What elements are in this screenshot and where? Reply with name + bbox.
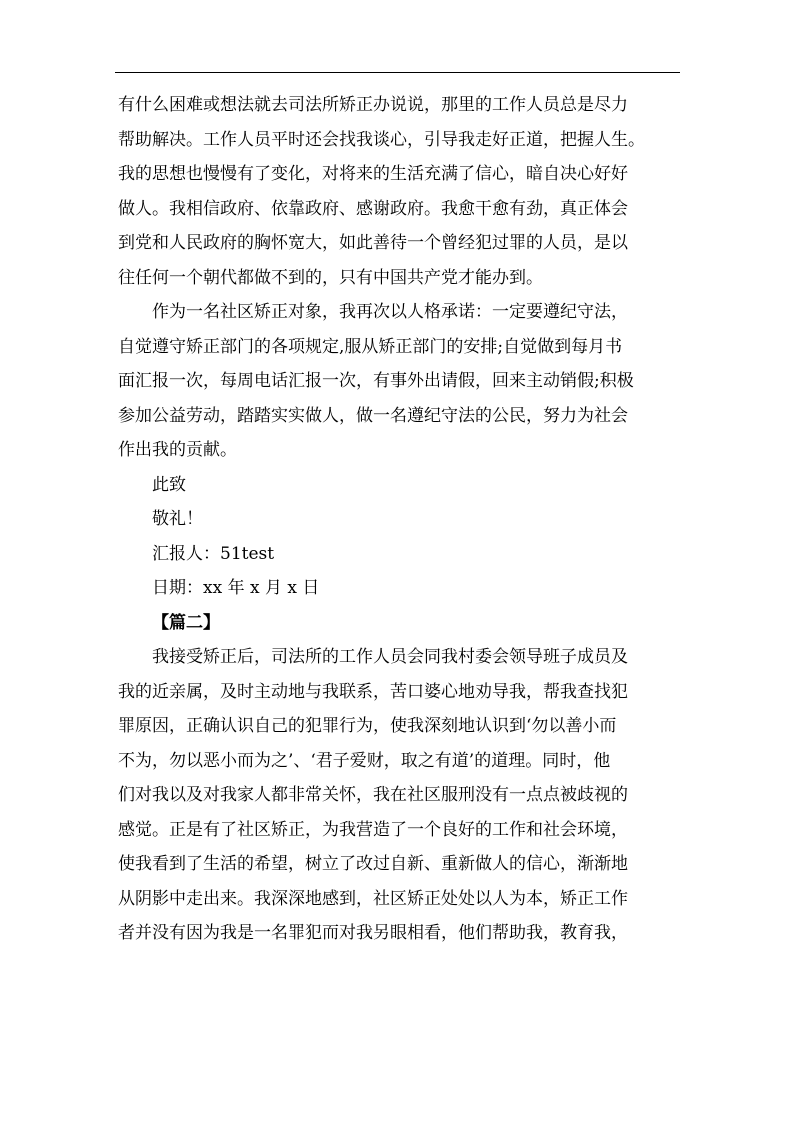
paragraph-line: 我的近亲属，及时主动地与我联系，苦口婆心地劝导我，帮我查找犯 (118, 681, 628, 702)
paragraph-line: 帮助解决。工作人员平时还会找我谈心，引导我走好正道，把握人生。 (118, 129, 645, 150)
header-rule (115, 72, 680, 73)
paragraph-line: 作出我的贡献。 (118, 440, 237, 460)
paragraph-line: 不为，勿以恶小而为之’、‘君子爱财，取之有道’的道理。同时，他 (118, 750, 611, 771)
date-line: 日期：xx 年 x 月 x 日 (152, 578, 320, 598)
paragraph-line: 有什么困难或想法就去司法所矫正办说说，那里的工作人员总是尽力 (118, 95, 628, 115)
paragraph-line: 面汇报一次，每周电话汇报一次，有事外出请假，回来主动销假;积极 (118, 371, 634, 391)
paragraph-line: 们对我以及对我家人都非常关怀，我在社区服刑没有一点点被歧视的 (118, 785, 628, 805)
paragraph-line: 感觉。正是有了社区矫正，为我营造了一个良好的工作和社会环境， (118, 819, 628, 840)
paragraph-line: 从阴影中走出来。我深深地感到，社区矫正处处以人为本，矫正工作 (118, 888, 628, 909)
paragraph-line: 做人。我相信政府、依靠政府、感谢政府。我愈干愈有劲，真正体会 (118, 198, 628, 219)
reporter-line: 汇报人：51test (152, 543, 275, 564)
paragraph-line: 我的思想也慢慢有了变化，对将来的生活充满了信心，暗自决心好好 (118, 164, 628, 184)
paragraph-line: 到党和人民政府的胸怀宽大，如此善待一个曾经犯过罪的人员，是以 (118, 233, 628, 253)
closing-salutation: 此致 (152, 474, 186, 495)
closing-regards: 敬礼！ (152, 509, 203, 529)
document-body (118, 88, 683, 951)
paragraph-line: 往任何一个朝代都做不到的，只有中国共产党才能办到。 (118, 267, 543, 288)
section-heading: 【篇二】 (152, 612, 220, 633)
paragraph-line: 参加公益劳动，踏踏实实做人，做一名遵纪守法的公民，努力为社会 (118, 405, 628, 426)
paragraph-line: 作为一名社区矫正对象，我再次以人格承诺：一定要遵纪守法， (152, 302, 628, 322)
paragraph-line: 者并没有因为我是一名罪犯而对我另眼相看，他们帮助我，教育我， (118, 923, 628, 943)
paragraph-line: 使我看到了生活的希望，树立了改过自新、重新做人的信心，渐渐地 (118, 854, 628, 874)
paragraph-line: 罪原因，正确认识自己的犯罪行为，使我深刻地认识到‘勿以善小而 (118, 716, 617, 736)
paragraph-line: 我接受矫正后，司法所的工作人员会同我村委会领导班子成员及 (152, 647, 628, 667)
paragraph-line: 自觉遵守矫正部门的各项规定,服从矫正部门的安排;自觉做到每月书 (118, 336, 623, 357)
